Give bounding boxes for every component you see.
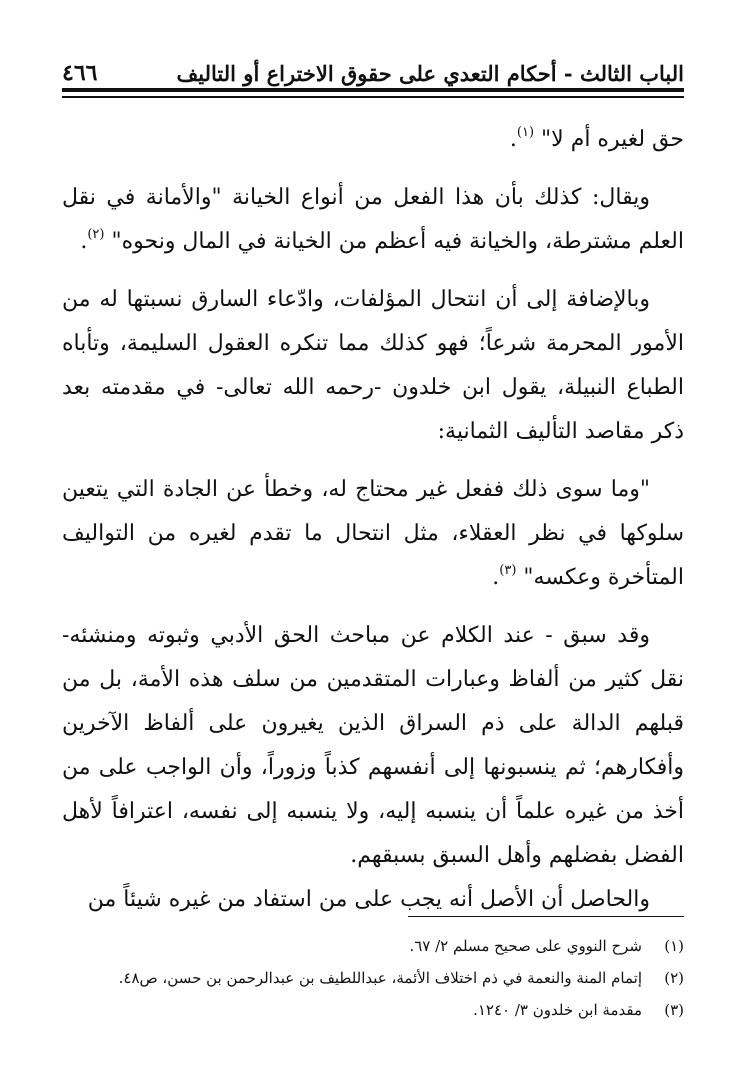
chapter-title: الباب الثالث - أحكام التعدي على حقوق الاختراع أو التاليف [176, 61, 684, 86]
paragraph-1: حق لغيره أم لا" $^{(١)}$. [509, 125, 684, 152]
paragraph-5: وقد سبق - عند الكلام عن مباحث الحق الأدبي وثبوته ومنشئه- نقل كثير من ألفاظ وعبارات المتقدمين من سلف هذه الأمة، بل من قبلهم الدالة على ذم السراق الذين يغيرون على ألفاظ الآخرين وأفكارهم؛ ثم ينسبونها إلى أنفسهم كذباً وزوراً، وأن الواجب على من أخذ من غيره علماً أن ينسبه إليه، ولا ينسبه إلى نفسه، اعترافاً لأهل الفضل بفضلهم وأهل السبق بسبقهم. [62, 623, 684, 868]
quote-paragraph: "وما سوى ذلك ففعل غير محتاج له، وخطأ عن الجادة التي يتعين سلوكها في نظر العقلاء، مثل انتحال ما تقدم لغيره من التواليف المتأخرة وعكسه" $^{(٣)}$. [62, 477, 684, 590]
header-rule-thick [62, 88, 684, 92]
footnote-text: مقدمة ابن خلدون ٣/ ١٢٤٠. [473, 1001, 642, 1019]
footnote-text: شرح النووي على صحيح مسلم ٢/ ٦٧. [409, 937, 642, 955]
header-rule-thin [62, 96, 684, 98]
footnote-number: (٢) [664, 969, 684, 987]
body-text [62, 118, 684, 936]
running-header [62, 44, 684, 84]
footnote-ref: (١) [516, 125, 535, 140]
paragraph-2: ويقال: كذلك بأن هذا الفعل من أنواع الخيانة "والأمانة في نقل العلم مشترطة، والخيانة فيه أعظم من الخيانة في المال ونحوه" $^{(٢)}$. [62, 185, 684, 254]
footnote-ref: (٢) [87, 227, 105, 242]
footnotes [62, 930, 684, 1026]
paragraph-3: وبالإضافة إلى أن انتحال المؤلفات، وادّعاء السارق نسبتها له من الأمور المحرمة شرعاً؛ فهو كذلك مما تنكره العقول السليمة، وتأباه الطباع النبيلة، يقول ابن خلدون -رحمه الله تعالى- في مقدمته بعد ذكر مقاصد التأليف الثمانية: [62, 287, 684, 444]
footnote-1 [62, 930, 684, 962]
footnote-2 [62, 962, 684, 994]
footnote-ref: (٣) [499, 563, 517, 578]
footnote-number: (٣) [664, 1001, 684, 1019]
footnote-text: إتمام المنة والنعمة في ذم اختلاف الأئمة، عبداللطيف بن عبدالرحمن بن حسن، ص٤٨. [118, 969, 642, 987]
page-number: ٤٦٦ [62, 60, 98, 86]
paragraph-6: والحاصل أن الأصل أنه يجب على من استفاد من غيره شيئاً من [87, 887, 650, 912]
footnote-3 [62, 994, 684, 1026]
footnote-separator [408, 916, 684, 917]
footnote-number: (١) [664, 937, 684, 955]
